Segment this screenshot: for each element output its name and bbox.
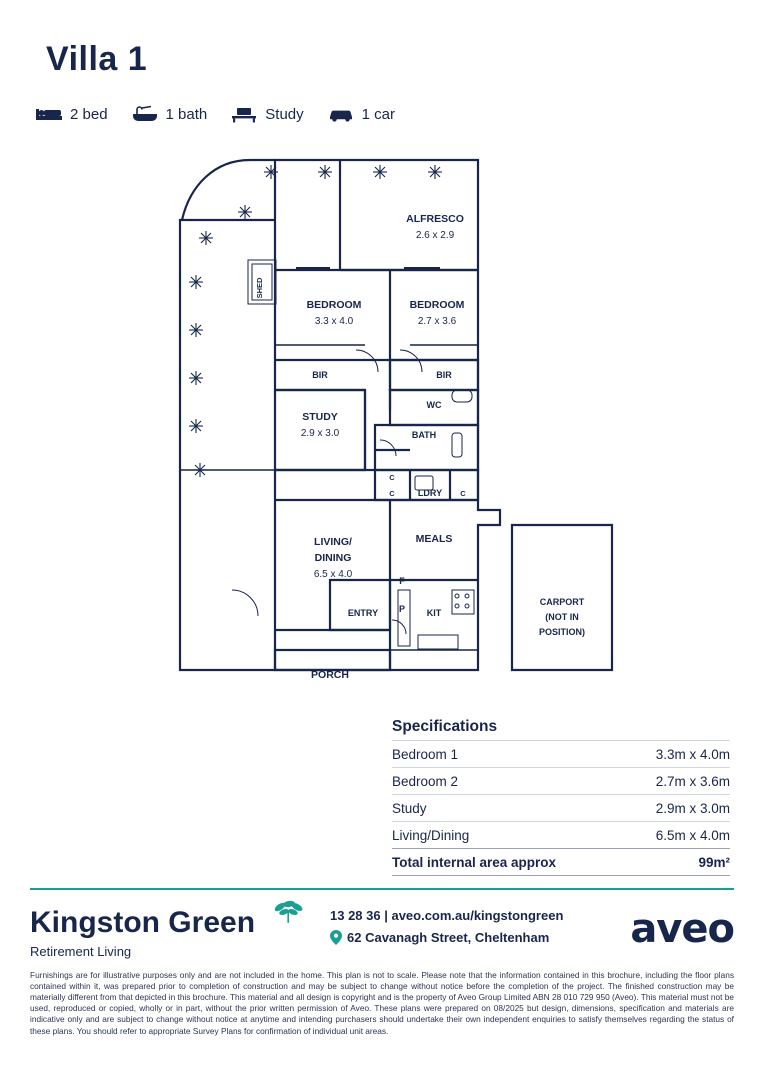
room-bedroom2-label: BEDROOM xyxy=(409,299,465,311)
room-bir-left-label: BIR xyxy=(312,370,328,380)
room-bath-label: BATH xyxy=(411,430,437,440)
map-pin-icon xyxy=(330,930,342,945)
spec-total-value: 99m² xyxy=(698,855,730,870)
room-living-dim: 6.5 x 4.0 xyxy=(313,569,353,580)
spec-total-label: Total internal area approx xyxy=(392,855,557,870)
bath-icon xyxy=(130,103,160,125)
appliance-fridge-label: F xyxy=(399,576,405,586)
room-wc-label: WC xyxy=(426,400,442,410)
page-title: Villa 1 xyxy=(46,40,148,78)
room-living-label-1: LIVING/ xyxy=(314,536,352,548)
feature-study-label: Study xyxy=(265,105,304,123)
disclaimer-text: Furnishings are for illustrative purposes only and are not included in the home. This plan is not to scale. Please note that the information contained in this brochure, including the floor plans contained within it, was prepared prior to completion of construction and may be subject to change without notice before the completion of the project. The finished construction may be materially different from that depicted in this brochure. This material and all design is copyright and is the property of Aveo Group Limited ABN 28 010 729 950 (Aveo). This material must not be used, reproduced or copied, wholly or in part, without the prior written permission of Aveo. These plans were prepared on 08/2025 but design, dimensions, specification and materials are indicative only and are subject to change without notice at anytime and intending purchasers should undertake their own independent enquiries to satisfy themselves regarding the status of these plans. You should refer to appropriate Survey Plans for confirmation of individual unit areas. xyxy=(30,970,734,1036)
brand-name: Kingston Green xyxy=(30,906,256,939)
contact-address-row xyxy=(330,930,563,945)
feature-bed xyxy=(34,103,108,125)
spec-row xyxy=(392,740,730,767)
leaf-icon xyxy=(270,898,306,929)
specifications-heading: Specifications xyxy=(392,718,498,735)
room-living-label-2: DINING xyxy=(314,552,352,564)
room-alfresco-label: ALFRESCO xyxy=(406,213,464,225)
brand-tagline: Retirement Living xyxy=(30,944,132,959)
contact-address: 62 Cavanagh Street, Cheltenham xyxy=(347,930,550,945)
room-bir-right-label: BIR xyxy=(436,370,452,380)
closet-c1-label: C xyxy=(389,473,395,482)
spec-row xyxy=(392,821,730,848)
spec-label: Bedroom 2 xyxy=(392,774,459,789)
spec-value: 2.7m x 3.6m xyxy=(655,774,730,789)
carport-label-2: (NOT IN xyxy=(545,612,579,622)
desk-icon xyxy=(229,103,259,125)
footer xyxy=(0,896,764,976)
pantry-label: P xyxy=(398,604,406,614)
contact-block xyxy=(330,908,563,945)
room-meals-label: MEALS xyxy=(415,533,453,545)
spec-row xyxy=(392,794,730,821)
room-ldry-label: LDRY xyxy=(417,488,443,498)
feature-bath xyxy=(130,103,208,125)
feature-car-label: 1 car xyxy=(361,105,395,123)
feature-bed-label: 2 bed xyxy=(70,105,108,123)
spec-label: Study xyxy=(392,801,427,816)
room-bedroom1-dim: 3.3 x 4.0 xyxy=(314,316,354,327)
feature-car xyxy=(326,103,395,125)
room-entry-label: ENTRY xyxy=(347,608,379,618)
room-kitchen-label: KIT xyxy=(426,608,442,618)
room-bedroom2-dim: 2.7 x 3.6 xyxy=(417,316,457,327)
spec-value: 6.5m x 4.0m xyxy=(655,828,730,843)
contact-phone-web[interactable]: 13 28 36 | aveo.com.au/kingstongreen xyxy=(330,908,564,923)
closet-c3-label: C xyxy=(460,489,466,498)
bed-icon xyxy=(34,103,64,125)
closet-c2-label: C xyxy=(389,489,395,498)
carport-label-1: CARPORT xyxy=(539,597,585,607)
spec-label: Living/Dining xyxy=(392,828,470,843)
spec-total-row xyxy=(392,848,730,876)
footer-divider xyxy=(30,888,734,890)
specifications-panel xyxy=(392,718,730,876)
room-study-label: STUDY xyxy=(302,411,338,423)
feature-bath-label: 1 bath xyxy=(165,105,208,123)
feature-study xyxy=(229,103,303,125)
feature-list xyxy=(34,103,417,125)
spec-row xyxy=(392,767,730,794)
spec-label: Bedroom 1 xyxy=(392,747,459,762)
brand-block xyxy=(30,906,255,959)
room-bedroom1-label: BEDROOM xyxy=(306,299,362,311)
room-study-dim: 2.9 x 3.0 xyxy=(300,428,340,439)
room-porch-label: PORCH xyxy=(311,669,349,681)
spec-value: 2.9m x 3.0m xyxy=(655,801,730,816)
room-alfresco-dim: 2.6 x 2.9 xyxy=(415,230,455,241)
floorplan xyxy=(0,150,764,710)
spec-value: 3.3m x 4.0m xyxy=(655,747,730,762)
carport-label-3: POSITION) xyxy=(538,627,586,637)
car-icon xyxy=(326,103,356,125)
aveo-logo: aveo xyxy=(630,906,734,952)
room-shed-label: SHED xyxy=(255,277,264,299)
